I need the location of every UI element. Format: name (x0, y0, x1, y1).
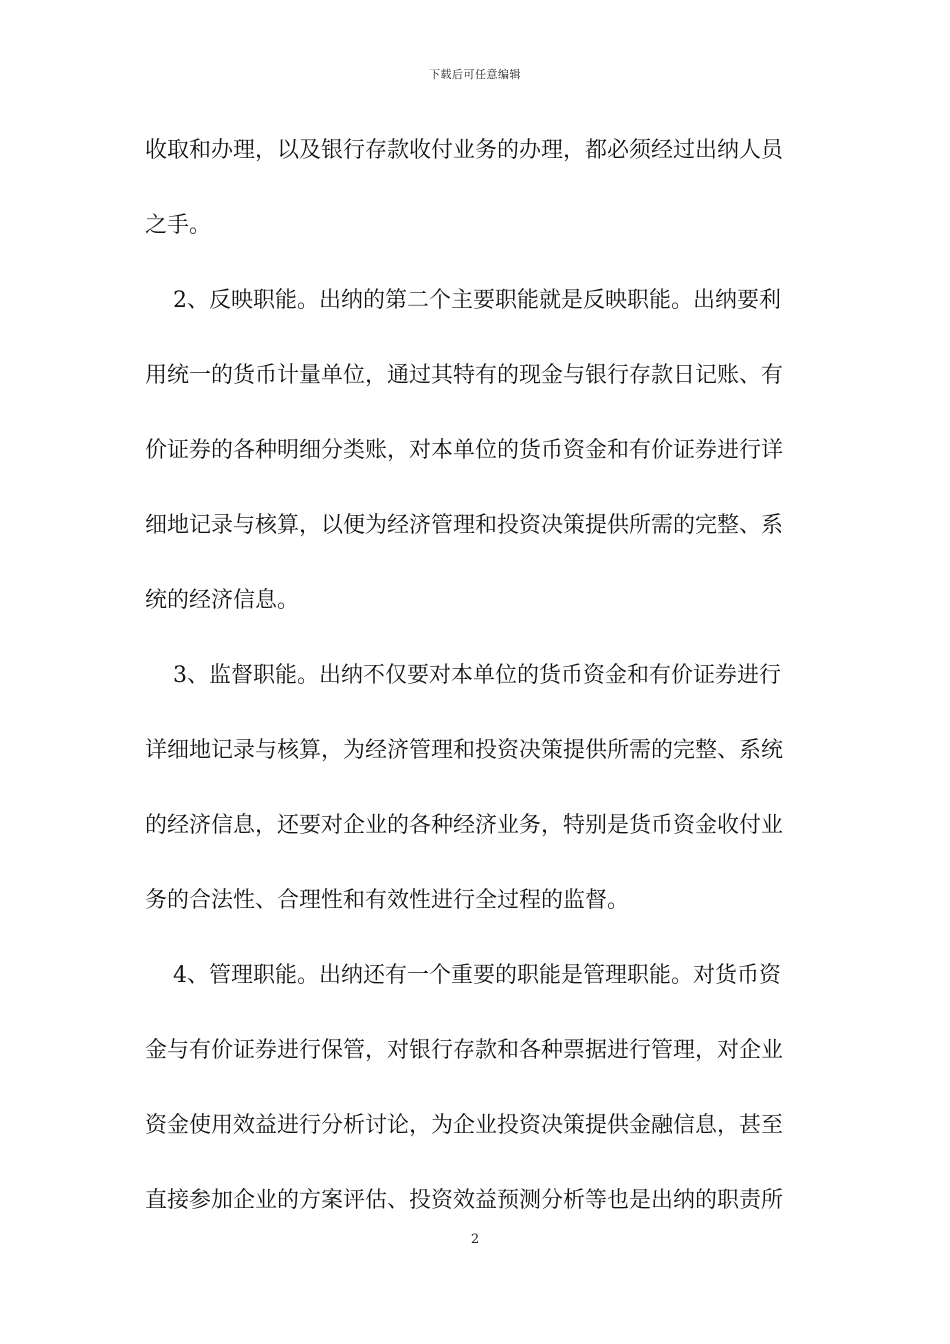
text-line: 务的合法性、合理性和有效性进行全过程的监督。 (145, 888, 630, 913)
text-line: 价证券的各种明细分类账，对本单位的货币资金和有价证券进行详 (145, 438, 784, 463)
text-line: 直接参加企业的方案评估、投资效益预测分析等也是出纳的职责所 (145, 1188, 784, 1213)
text-line: 的经济信息，还要对企业的各种经济业务，特别是货币资金收付业 (145, 813, 784, 838)
text-line: 统的经济信息。 (145, 588, 300, 613)
text-line: 细地记录与核算，以便为经济管理和投资决策提供所需的完整、系 (145, 513, 784, 538)
text-line: 资金使用效益进行分析讨论，为企业投资决策提供金融信息，甚至 (145, 1113, 784, 1138)
text-line: 4、管理职能。出纳还有一个重要的职能是管理职能。对货币资 (145, 963, 781, 988)
text-line: 收取和办理，以及银行存款收付业务的办理，都必须经过出纳人员 (145, 138, 784, 163)
text-line: 3、监督职能。出纳不仅要对本单位的货币资金和有价证券进行 (145, 663, 781, 688)
page-number: 2 (470, 1232, 480, 1247)
text-line: 用统一的货币计量单位，通过其特有的现金与银行存款日记账、有 (145, 363, 784, 388)
text-line: 2、反映职能。出纳的第二个主要职能就是反映职能。出纳要利 (145, 288, 781, 313)
page-header-note: 下载后可任意编辑 (429, 68, 521, 81)
text-line: 之手。 (145, 213, 212, 238)
text-line: 详细地记录与核算，为经济管理和投资决策提供所需的完整、系统 (145, 738, 784, 763)
text-line: 金与有价证券进行保管，对银行存款和各种票据进行管理，对企业 (145, 1038, 784, 1063)
